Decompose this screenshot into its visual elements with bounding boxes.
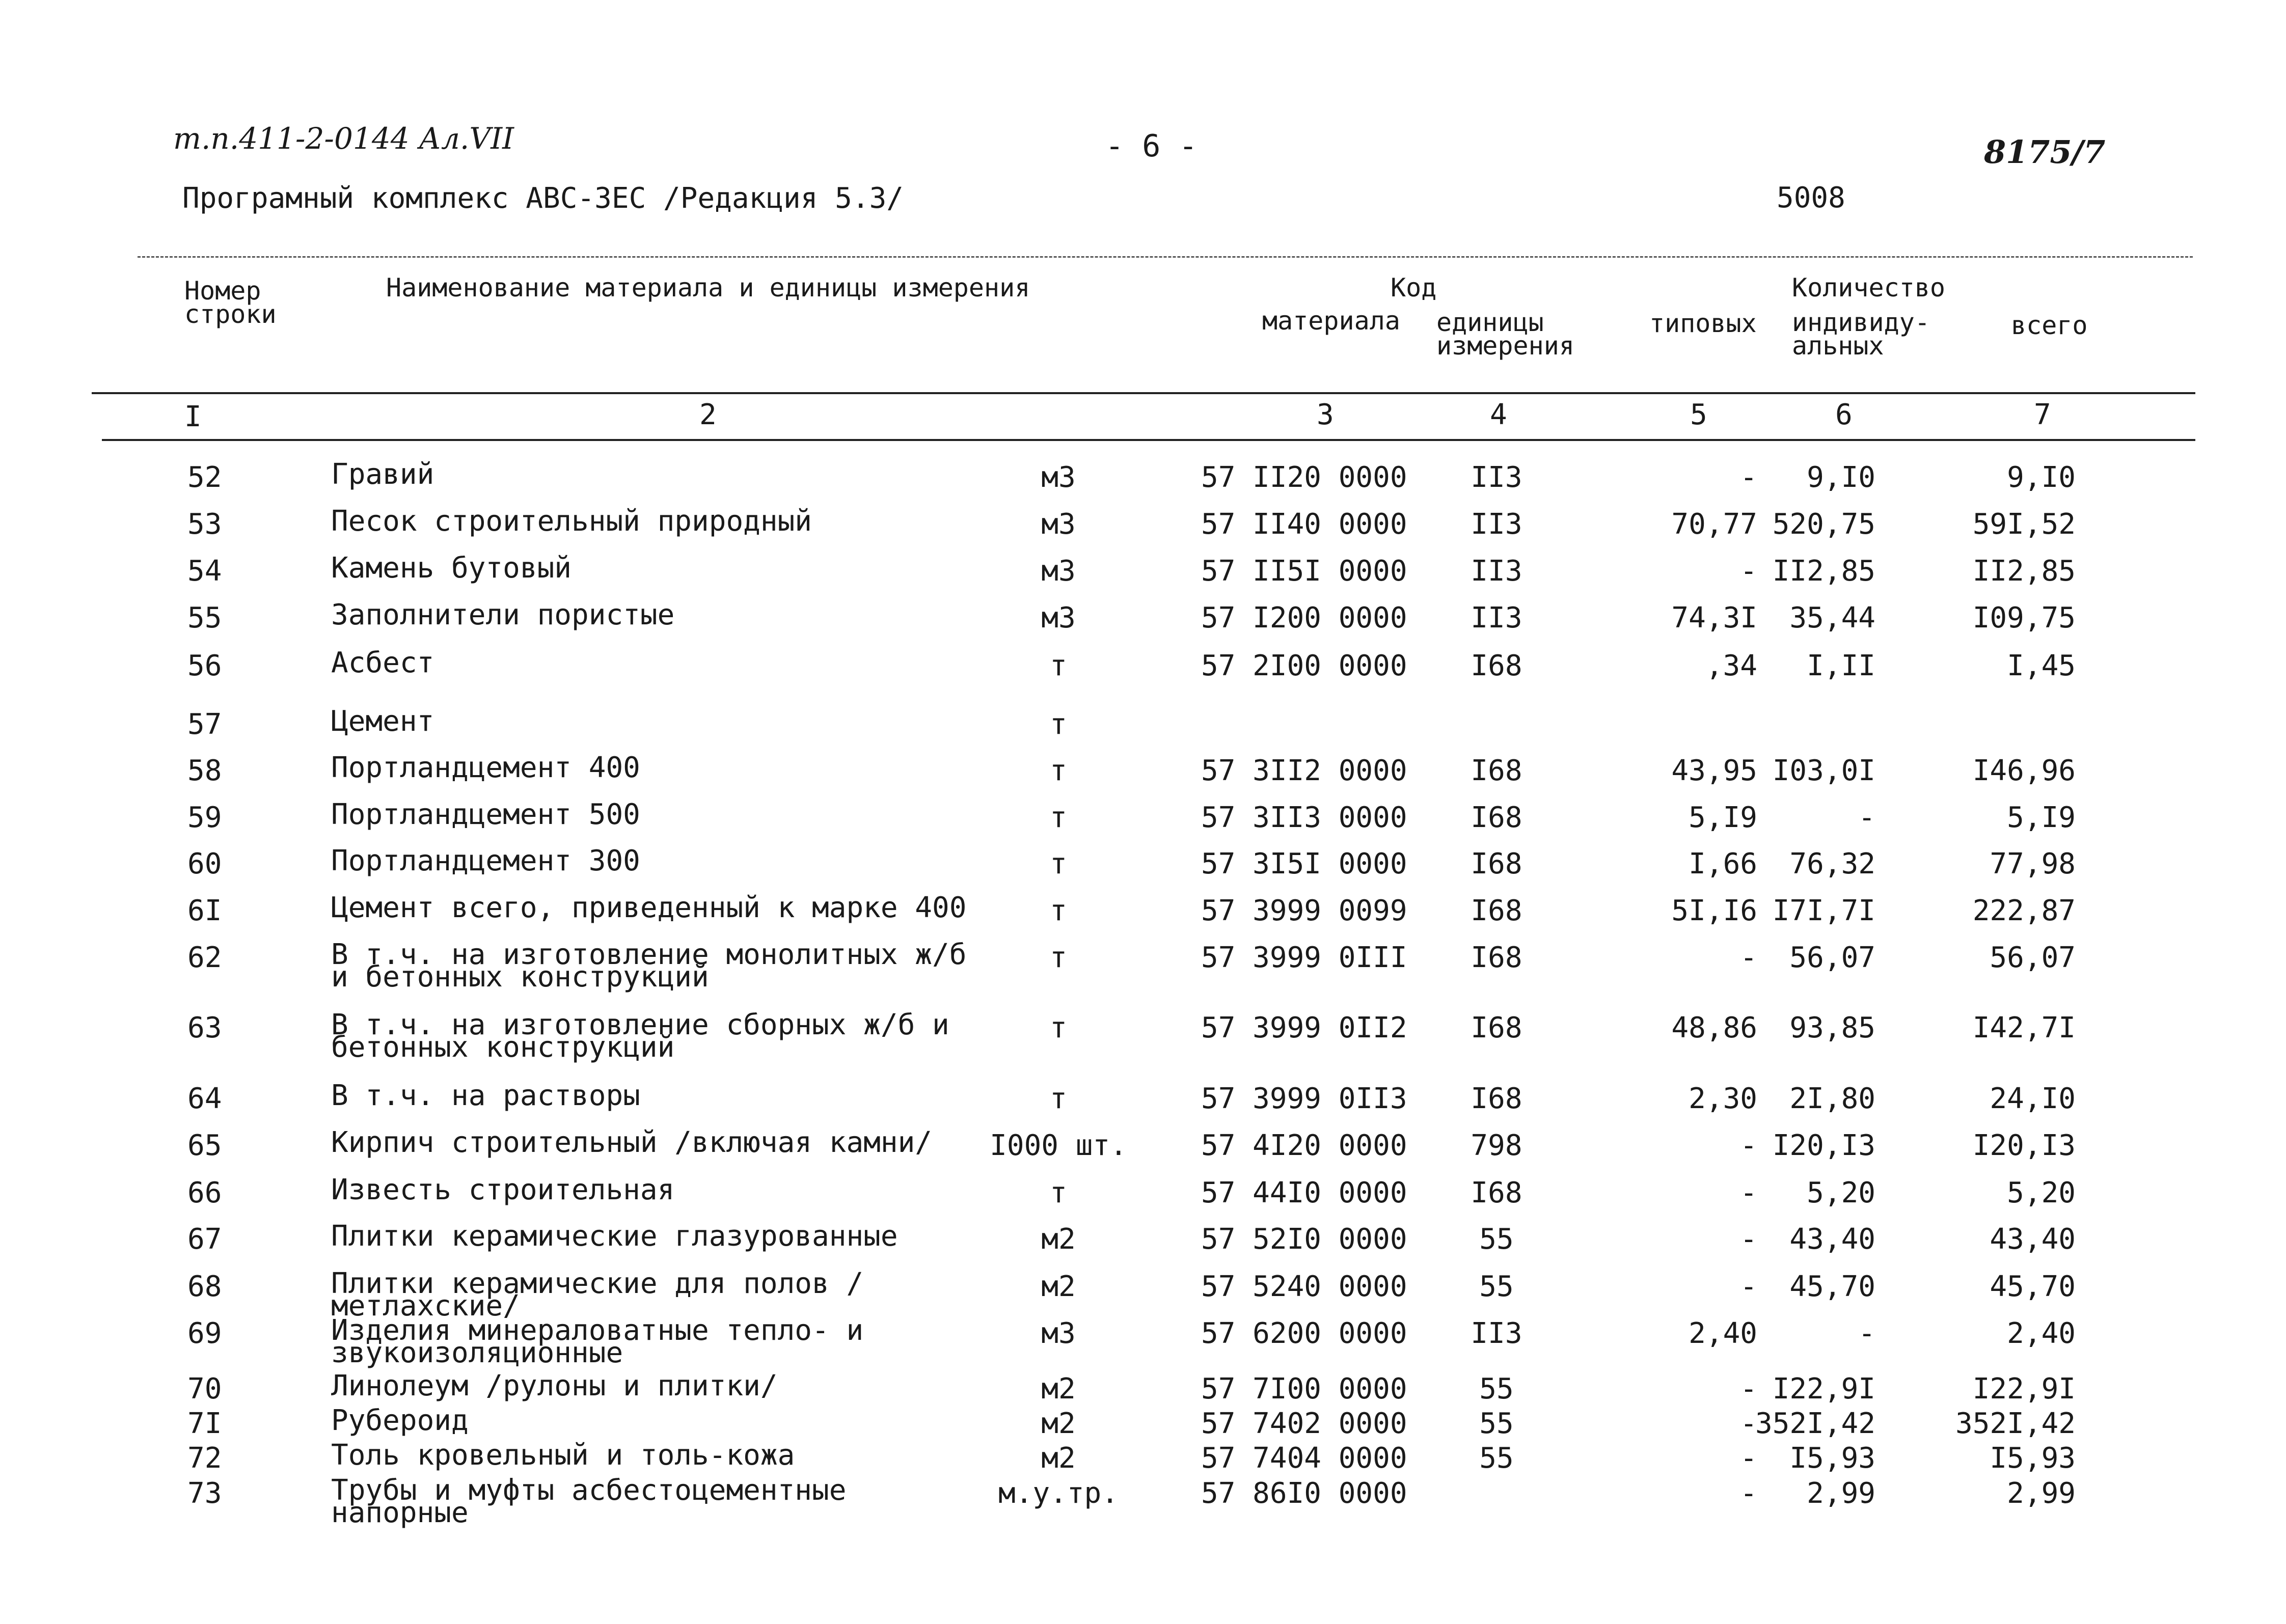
individual-quantity-cell: - bbox=[1858, 801, 1875, 834]
total-quantity-cell: 222,87 bbox=[1972, 894, 2076, 927]
typical-quantity-cell: 2,40 bbox=[1689, 1317, 1757, 1350]
row-number-cell: 67 bbox=[187, 1223, 222, 1256]
row-number-cell: 52 bbox=[187, 461, 222, 494]
material-name-cell: Асбест bbox=[331, 646, 434, 679]
total-quantity-cell: 56,07 bbox=[1990, 941, 2076, 974]
unit-cell: м3 bbox=[1041, 1317, 1076, 1350]
material-name-cell: Рубероид bbox=[331, 1404, 469, 1437]
total-quantity-cell: I5,93 bbox=[1990, 1442, 2076, 1475]
material-name-cell: Портландцемент 500 bbox=[331, 798, 640, 831]
material-name-cell: В т.ч. на изготовление монолитных ж/б и бетонных конструкций bbox=[331, 938, 967, 994]
material-name-cell: Портландцемент 400 bbox=[331, 751, 640, 784]
material-code-cell: 57 7402 0000 bbox=[1201, 1407, 1407, 1440]
total-quantity-cell: I20,I3 bbox=[1972, 1129, 2076, 1162]
header-name: Наименование материала и единицы измерения bbox=[386, 273, 1030, 302]
row-number-cell: 60 bbox=[187, 847, 222, 880]
page-number: - 6 - bbox=[1105, 128, 1198, 164]
material-name-cell: Известь строительная bbox=[331, 1173, 675, 1206]
individual-quantity-cell: 43,40 bbox=[1789, 1223, 1875, 1256]
header-individual: индивиду- альных bbox=[1792, 308, 1930, 361]
header-total: всего bbox=[2011, 311, 2088, 340]
column-number: I bbox=[184, 400, 202, 433]
individual-quantity-cell: 93,85 bbox=[1789, 1011, 1875, 1044]
material-name-cell: Камень бутовый bbox=[331, 552, 572, 585]
individual-quantity-cell: 45,70 bbox=[1789, 1270, 1875, 1303]
material-code-cell: 57 II40 0000 bbox=[1201, 508, 1407, 541]
typical-quantity-cell: - bbox=[1740, 555, 1757, 588]
unit-code-cell: 55 bbox=[1479, 1270, 1514, 1303]
header-code: Код bbox=[1391, 273, 1437, 302]
typical-quantity-cell: - bbox=[1740, 1129, 1757, 1162]
unit-cell: м2 bbox=[1041, 1442, 1076, 1475]
column-number: 6 bbox=[1835, 398, 1853, 431]
material-code-cell: 57 44I0 0000 bbox=[1201, 1176, 1407, 1209]
unit-code-cell: 55 bbox=[1479, 1372, 1514, 1406]
individual-quantity-cell: I03,0I bbox=[1772, 754, 1875, 787]
table-top-rule bbox=[138, 256, 2193, 258]
column-number: 3 bbox=[1317, 398, 1334, 431]
total-quantity-cell: 24,I0 bbox=[1990, 1082, 2076, 1115]
row-number-cell: 59 bbox=[187, 801, 222, 834]
material-code-cell: 57 3999 0II3 bbox=[1201, 1082, 1407, 1115]
typical-quantity-cell: - bbox=[1740, 1223, 1757, 1256]
typical-quantity-cell: - bbox=[1740, 941, 1757, 974]
total-quantity-cell: I22,9I bbox=[1972, 1372, 2076, 1406]
material-code-cell: 57 3999 0III bbox=[1201, 941, 1407, 974]
individual-quantity-cell: 352I,42 bbox=[1755, 1407, 1875, 1440]
material-code-cell: 57 2I00 0000 bbox=[1201, 649, 1407, 682]
unit-code-cell: II3 bbox=[1471, 1317, 1522, 1350]
unit-cell: т bbox=[1050, 847, 1067, 880]
unit-code-cell: I68 bbox=[1471, 649, 1522, 682]
unit-cell: т bbox=[1050, 894, 1067, 927]
unit-cell: т bbox=[1050, 1176, 1067, 1209]
row-number-cell: 54 bbox=[187, 555, 222, 588]
material-name-cell: Линолеум /рулоны и плитки/ bbox=[331, 1369, 778, 1402]
material-code-cell: 57 3999 0099 bbox=[1201, 894, 1407, 927]
total-quantity-cell: 352I,42 bbox=[1955, 1407, 2076, 1440]
typical-quantity-cell: ,34 bbox=[1705, 649, 1757, 682]
individual-quantity-cell: 9,I0 bbox=[1807, 461, 1875, 494]
material-code-cell: 57 7I00 0000 bbox=[1201, 1372, 1407, 1406]
unit-cell: т bbox=[1050, 754, 1067, 787]
header-unit-code: единицы измерения bbox=[1436, 308, 1574, 361]
material-code-cell: 57 3II2 0000 bbox=[1201, 754, 1407, 787]
individual-quantity-cell: I20,I3 bbox=[1772, 1129, 1875, 1162]
typical-quantity-cell: - bbox=[1740, 1407, 1757, 1440]
material-code-cell: 57 3II3 0000 bbox=[1201, 801, 1407, 834]
unit-code-cell: 55 bbox=[1479, 1223, 1514, 1256]
material-code-cell: 57 5240 0000 bbox=[1201, 1270, 1407, 1303]
row-number-cell: 72 bbox=[187, 1442, 222, 1475]
material-code-cell: 57 6200 0000 bbox=[1201, 1317, 1407, 1350]
individual-quantity-cell: 2,99 bbox=[1807, 1477, 1875, 1510]
row-number-cell: 57 bbox=[187, 708, 222, 741]
individual-quantity-cell: I7I,7I bbox=[1772, 894, 1875, 927]
document-code: 5008 bbox=[1777, 181, 1845, 214]
row-number-cell: 68 bbox=[187, 1270, 222, 1303]
material-name-cell: Цемент bbox=[331, 705, 434, 738]
unit-code-cell: 55 bbox=[1479, 1442, 1514, 1475]
unit-code-cell: I68 bbox=[1471, 894, 1522, 927]
typical-quantity-cell: 70,77 bbox=[1671, 508, 1757, 541]
material-code-cell: 57 3I5I 0000 bbox=[1201, 847, 1407, 880]
typical-quantity-cell: - bbox=[1740, 1442, 1757, 1475]
total-quantity-cell: 2,99 bbox=[2007, 1477, 2076, 1510]
row-number-cell: 62 bbox=[187, 941, 222, 974]
material-code-cell: 57 4I20 0000 bbox=[1201, 1129, 1407, 1162]
typical-quantity-cell: I,66 bbox=[1689, 847, 1757, 880]
header-row-number: Номер строки bbox=[184, 276, 277, 329]
unit-cell: м3 bbox=[1041, 508, 1076, 541]
row-number-cell: 55 bbox=[187, 601, 222, 635]
total-quantity-cell: 5,I9 bbox=[2007, 801, 2076, 834]
typical-quantity-cell: 74,3I bbox=[1671, 601, 1757, 635]
total-quantity-cell: 2,40 bbox=[2007, 1317, 2076, 1350]
header-rule-top bbox=[92, 392, 2195, 394]
material-name-cell: Цемент всего, приведенный к марке 400 bbox=[331, 891, 967, 924]
unit-cell: м2 bbox=[1041, 1372, 1076, 1406]
row-number-cell: 66 bbox=[187, 1176, 222, 1209]
unit-code-cell: 55 bbox=[1479, 1407, 1514, 1440]
unit-code-cell: I68 bbox=[1471, 801, 1522, 834]
unit-code-cell: II3 bbox=[1471, 601, 1522, 635]
typical-quantity-cell: - bbox=[1740, 1270, 1757, 1303]
material-name-cell: В т.ч. на растворы bbox=[331, 1079, 640, 1112]
unit-code-cell: II3 bbox=[1471, 461, 1522, 494]
material-code-cell: 57 7404 0000 bbox=[1201, 1442, 1407, 1475]
material-code-cell: 57 86I0 0000 bbox=[1201, 1477, 1407, 1510]
unit-code-cell: II3 bbox=[1471, 555, 1522, 588]
total-quantity-cell: 45,70 bbox=[1990, 1270, 2076, 1303]
individual-quantity-cell: 76,32 bbox=[1789, 847, 1875, 880]
material-name-cell: Трубы и муфты асбестоцементные напорные bbox=[331, 1474, 847, 1529]
row-number-cell: 73 bbox=[187, 1477, 222, 1510]
material-name-cell: Заполнители пористые bbox=[331, 598, 675, 631]
header-quantity: Количество bbox=[1792, 273, 1946, 302]
unit-cell: м3 bbox=[1041, 601, 1076, 635]
unit-code-cell: I68 bbox=[1471, 941, 1522, 974]
column-number: 5 bbox=[1690, 398, 1707, 431]
material-code-cell: 57 II20 0000 bbox=[1201, 461, 1407, 494]
total-quantity-cell: I46,96 bbox=[1972, 754, 2076, 787]
individual-quantity-cell: II2,85 bbox=[1772, 555, 1875, 588]
row-number-cell: 69 bbox=[187, 1317, 222, 1350]
row-number-cell: 65 bbox=[187, 1129, 222, 1162]
material-name-cell: Плитки керамические глазурованные bbox=[331, 1220, 898, 1253]
unit-code-cell: I68 bbox=[1471, 1011, 1522, 1044]
header-material-code: материала bbox=[1262, 306, 1400, 336]
unit-cell: т bbox=[1050, 649, 1067, 682]
total-quantity-cell: 5,20 bbox=[2007, 1176, 2076, 1209]
material-name-cell: В т.ч. на изготовление сборных ж/б и бетонных конструкций bbox=[331, 1008, 949, 1064]
unit-cell: м3 bbox=[1041, 461, 1076, 494]
typical-quantity-cell: - bbox=[1740, 1176, 1757, 1209]
row-number-cell: 53 bbox=[187, 508, 222, 541]
individual-quantity-cell: - bbox=[1858, 1317, 1875, 1350]
material-code-cell: 57 II5I 0000 bbox=[1201, 555, 1407, 588]
individual-quantity-cell: 56,07 bbox=[1789, 941, 1875, 974]
individual-quantity-cell: I5,93 bbox=[1789, 1442, 1875, 1475]
total-quantity-cell: II2,85 bbox=[1972, 555, 2076, 588]
total-quantity-cell: I42,7I bbox=[1972, 1011, 2076, 1044]
typical-quantity-cell: 2,30 bbox=[1689, 1082, 1757, 1115]
unit-cell: т bbox=[1050, 801, 1067, 834]
unit-code-cell: I68 bbox=[1471, 847, 1522, 880]
typical-quantity-cell: 5I,I6 bbox=[1671, 894, 1757, 927]
typical-quantity-cell: - bbox=[1740, 461, 1757, 494]
unit-cell: м2 bbox=[1041, 1407, 1076, 1440]
material-name-cell: Кирпич строительный /включая камни/ bbox=[331, 1126, 933, 1159]
row-number-cell: 7I bbox=[187, 1407, 222, 1440]
column-number: 7 bbox=[2034, 398, 2051, 431]
row-number-cell: 64 bbox=[187, 1082, 222, 1115]
row-number-cell: 63 bbox=[187, 1011, 222, 1044]
unit-cell: т bbox=[1050, 708, 1067, 741]
individual-quantity-cell: I,II bbox=[1807, 649, 1875, 682]
unit-cell: м.у.тр. bbox=[998, 1477, 1119, 1510]
material-code-cell: 57 I200 0000 bbox=[1201, 601, 1407, 635]
unit-cell: т bbox=[1050, 941, 1067, 974]
row-number-cell: 58 bbox=[187, 754, 222, 787]
material-code-cell: 57 52I0 0000 bbox=[1201, 1223, 1407, 1256]
row-number-cell: 6I bbox=[187, 894, 222, 927]
individual-quantity-cell: I22,9I bbox=[1772, 1372, 1875, 1406]
individual-quantity-cell: 35,44 bbox=[1789, 601, 1875, 635]
header-rule-bottom bbox=[102, 439, 2195, 441]
typical-quantity-cell: - bbox=[1740, 1477, 1757, 1510]
material-name-cell: Песок строительный природный bbox=[331, 505, 812, 538]
material-name-cell: Гравий bbox=[331, 458, 434, 491]
unit-cell: м2 bbox=[1041, 1270, 1076, 1303]
unit-cell: м3 bbox=[1041, 555, 1076, 588]
individual-quantity-cell: 5,20 bbox=[1807, 1176, 1875, 1209]
total-quantity-cell: I09,75 bbox=[1972, 601, 2076, 635]
unit-cell: т bbox=[1050, 1011, 1067, 1044]
total-quantity-cell: 77,98 bbox=[1990, 847, 2076, 880]
material-name-cell: Изделия минераловатные тепло- и звукоизоляционные bbox=[331, 1314, 864, 1369]
total-quantity-cell: 59I,52 bbox=[1972, 508, 2076, 541]
typical-quantity-cell: 5,I9 bbox=[1689, 801, 1757, 834]
individual-quantity-cell: 520,75 bbox=[1772, 508, 1875, 541]
row-number-cell: 70 bbox=[187, 1372, 222, 1406]
document-reference: т.п.411-2-0144 Ал.VII bbox=[173, 121, 514, 156]
column-number: 2 bbox=[699, 398, 717, 431]
typical-quantity-cell: - bbox=[1740, 1372, 1757, 1406]
material-code-cell: 57 3999 0II2 bbox=[1201, 1011, 1407, 1044]
unit-cell: м2 bbox=[1041, 1223, 1076, 1256]
row-number-cell: 56 bbox=[187, 649, 222, 682]
individual-quantity-cell: 2I,80 bbox=[1789, 1082, 1875, 1115]
typical-quantity-cell: 48,86 bbox=[1671, 1011, 1757, 1044]
material-name-cell: Толь кровельный и толь-кожа bbox=[331, 1439, 795, 1472]
unit-code-cell: II3 bbox=[1471, 508, 1522, 541]
program-title: Програмный комплекс АВС-ЗЕС /Редакция 5.3/ bbox=[182, 182, 904, 215]
total-quantity-cell: 9,I0 bbox=[2007, 461, 2076, 494]
material-name-cell: Портландцемент 300 bbox=[331, 844, 640, 877]
unit-code-cell: I68 bbox=[1471, 1082, 1522, 1115]
unit-code-cell: 798 bbox=[1471, 1129, 1522, 1162]
sheet-reference: 8175/7 bbox=[1984, 133, 2106, 171]
material-name-cell: Плитки керамические для полов /метлахские/ bbox=[331, 1267, 864, 1323]
total-quantity-cell: I,45 bbox=[2007, 649, 2076, 682]
unit-code-cell: I68 bbox=[1471, 754, 1522, 787]
typical-quantity-cell: 43,95 bbox=[1671, 754, 1757, 787]
header-typical: типовых bbox=[1649, 309, 1757, 338]
column-number: 4 bbox=[1490, 398, 1507, 431]
unit-code-cell: I68 bbox=[1471, 1176, 1522, 1209]
total-quantity-cell: 43,40 bbox=[1990, 1223, 2076, 1256]
unit-cell: I000 шт. bbox=[990, 1129, 1127, 1162]
unit-cell: т bbox=[1050, 1082, 1067, 1115]
